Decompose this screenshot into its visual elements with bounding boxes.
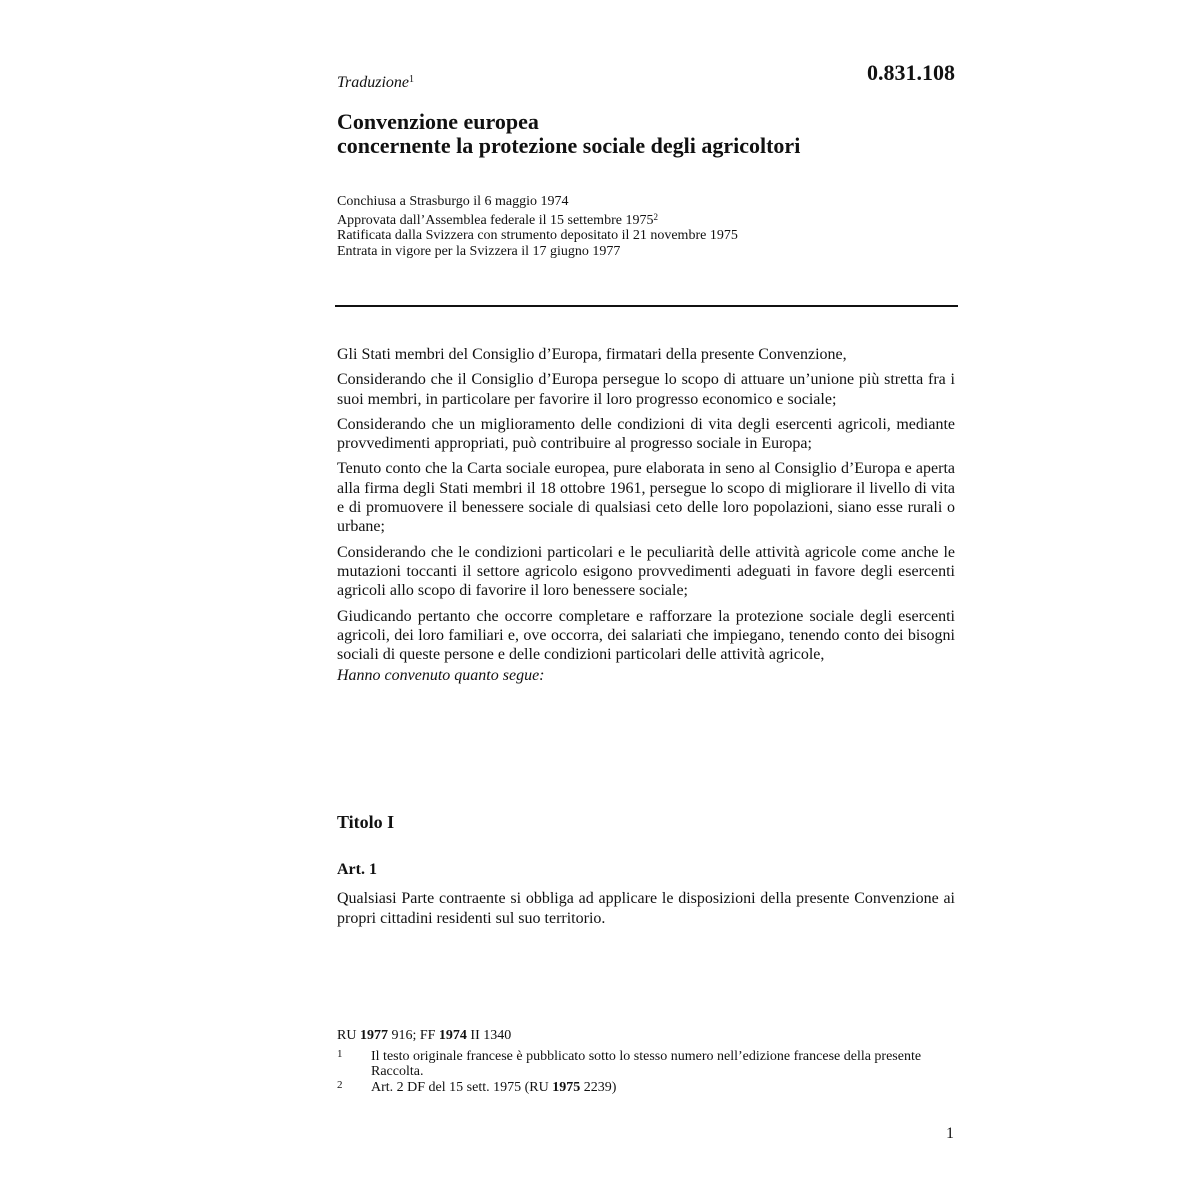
sr-number: 0.831.108 <box>867 60 955 85</box>
article-text: Qualsiasi Parte contraente si obbliga ad applicare le disposizioni della presente Convenzione ai propri cittadini residenti sul suo territorio. <box>337 890 955 927</box>
header-divider <box>335 305 958 307</box>
footnote-2 <box>337 1080 955 1096</box>
meta-in-force: Entrata in vigore per la Svizzera il 17 giugno 1977 <box>337 243 621 259</box>
ref-ru-page: 916; FF <box>387 1028 439 1043</box>
ref-ru-label: RU <box>337 1028 360 1043</box>
ref-ff-rest: II 1340 <box>466 1028 512 1043</box>
publication-reference <box>337 1028 955 1044</box>
preamble-paragraph: Tenuto conto che la Carta sociale europea, pure elaborata in seno al Consiglio d’Europa e aperta alla firma degli Stati membri il 18 ottobre 1961, persegue lo scopo di migliorare il livello di vita e di promuovere il benessere sociale di qualsiasi ceto delle loro popolazioni, siano esse rurali o urbane; <box>337 460 955 536</box>
footnotes <box>337 1028 955 1095</box>
preamble-paragraph: Considerando che le condizioni particolari e le peculiarità delle attività agricole come anche le mutazioni toccanti il settore agricolo esigono provvedimenti adeguati in favore degli esercenti agricoli allo scopo di favorire il loro benessere sociale; <box>337 543 955 600</box>
footnote-mark-1[interactable]: 1 <box>409 74 415 85</box>
title-line-1: Convenzione europea <box>337 109 539 134</box>
preamble-paragraph: Considerando che il Consiglio d’Europa persegue lo scopo di attuare un’unione più stretta fra i suoi membri, in particolare per favorire il loro progresso economico e sociale; <box>337 371 955 408</box>
translation-label-text: Traduzione <box>337 74 410 91</box>
footnote-text <box>371 1080 616 1095</box>
ref-ff-year: 1974 <box>438 1028 467 1043</box>
footnote-text: Il testo originale francese è pubblicato sotto lo stesso numero nell’edizione francese della presente Raccolta. <box>371 1048 922 1079</box>
translation-label <box>337 74 414 92</box>
footnote-number: 1 <box>337 1047 343 1060</box>
page-number: 1 <box>946 1125 954 1142</box>
article-heading: Art. 1 <box>337 861 377 878</box>
preamble-closing: Hanno convenuto quanto segue: <box>337 667 545 685</box>
meta-approved <box>337 210 957 229</box>
preamble-paragraph: Considerando che un miglioramento delle condizioni di vita degli esercenti agricoli, mediante provvedimenti appropriati, può contribuire al progresso sociale in Europa; <box>337 415 955 453</box>
footnote-2-text-b: 2239) <box>580 1079 617 1095</box>
section-title: Titolo I <box>337 812 395 832</box>
ref-ru-year: 1977 <box>359 1028 388 1043</box>
footnote-number: 2 <box>337 1078 343 1091</box>
preamble-paragraph: Gli Stati membri del Consiglio d’Europa, firmatari della presente Convenzione, <box>337 346 847 363</box>
footnote-1 <box>337 1049 955 1080</box>
meta-approved-text: Approvata dall’Assemblea federale il 15 settembre 1975 <box>337 212 654 228</box>
footnote-2-year: 1975 <box>552 1079 581 1095</box>
preamble-paragraph: Giudicando pertanto che occorre completare e rafforzare la protezione sociale degli esercenti agricoli, dei loro familiari e, ove occorra, dei salariati che impiegano, tenendo conto dei bisogni sociali di queste persone e delle condizioni particolari delle attività agricole, <box>337 607 955 664</box>
footnote-mark-2[interactable]: 2 <box>653 211 658 222</box>
treaty-metadata <box>337 194 957 259</box>
title-line-2: concernente la protezione sociale degli agricoltori <box>337 133 801 158</box>
meta-concluded: Conchiusa a Strasburgo il 6 maggio 1974 <box>337 194 569 209</box>
footnote-2-text-a: Art. 2 DF del 15 sett. 1975 (RU <box>371 1079 553 1095</box>
meta-ratified: Ratificata dalla Svizzera con strumento depositato il 21 novembre 1975 <box>337 228 738 243</box>
preamble <box>337 345 955 692</box>
document-title <box>337 110 957 158</box>
